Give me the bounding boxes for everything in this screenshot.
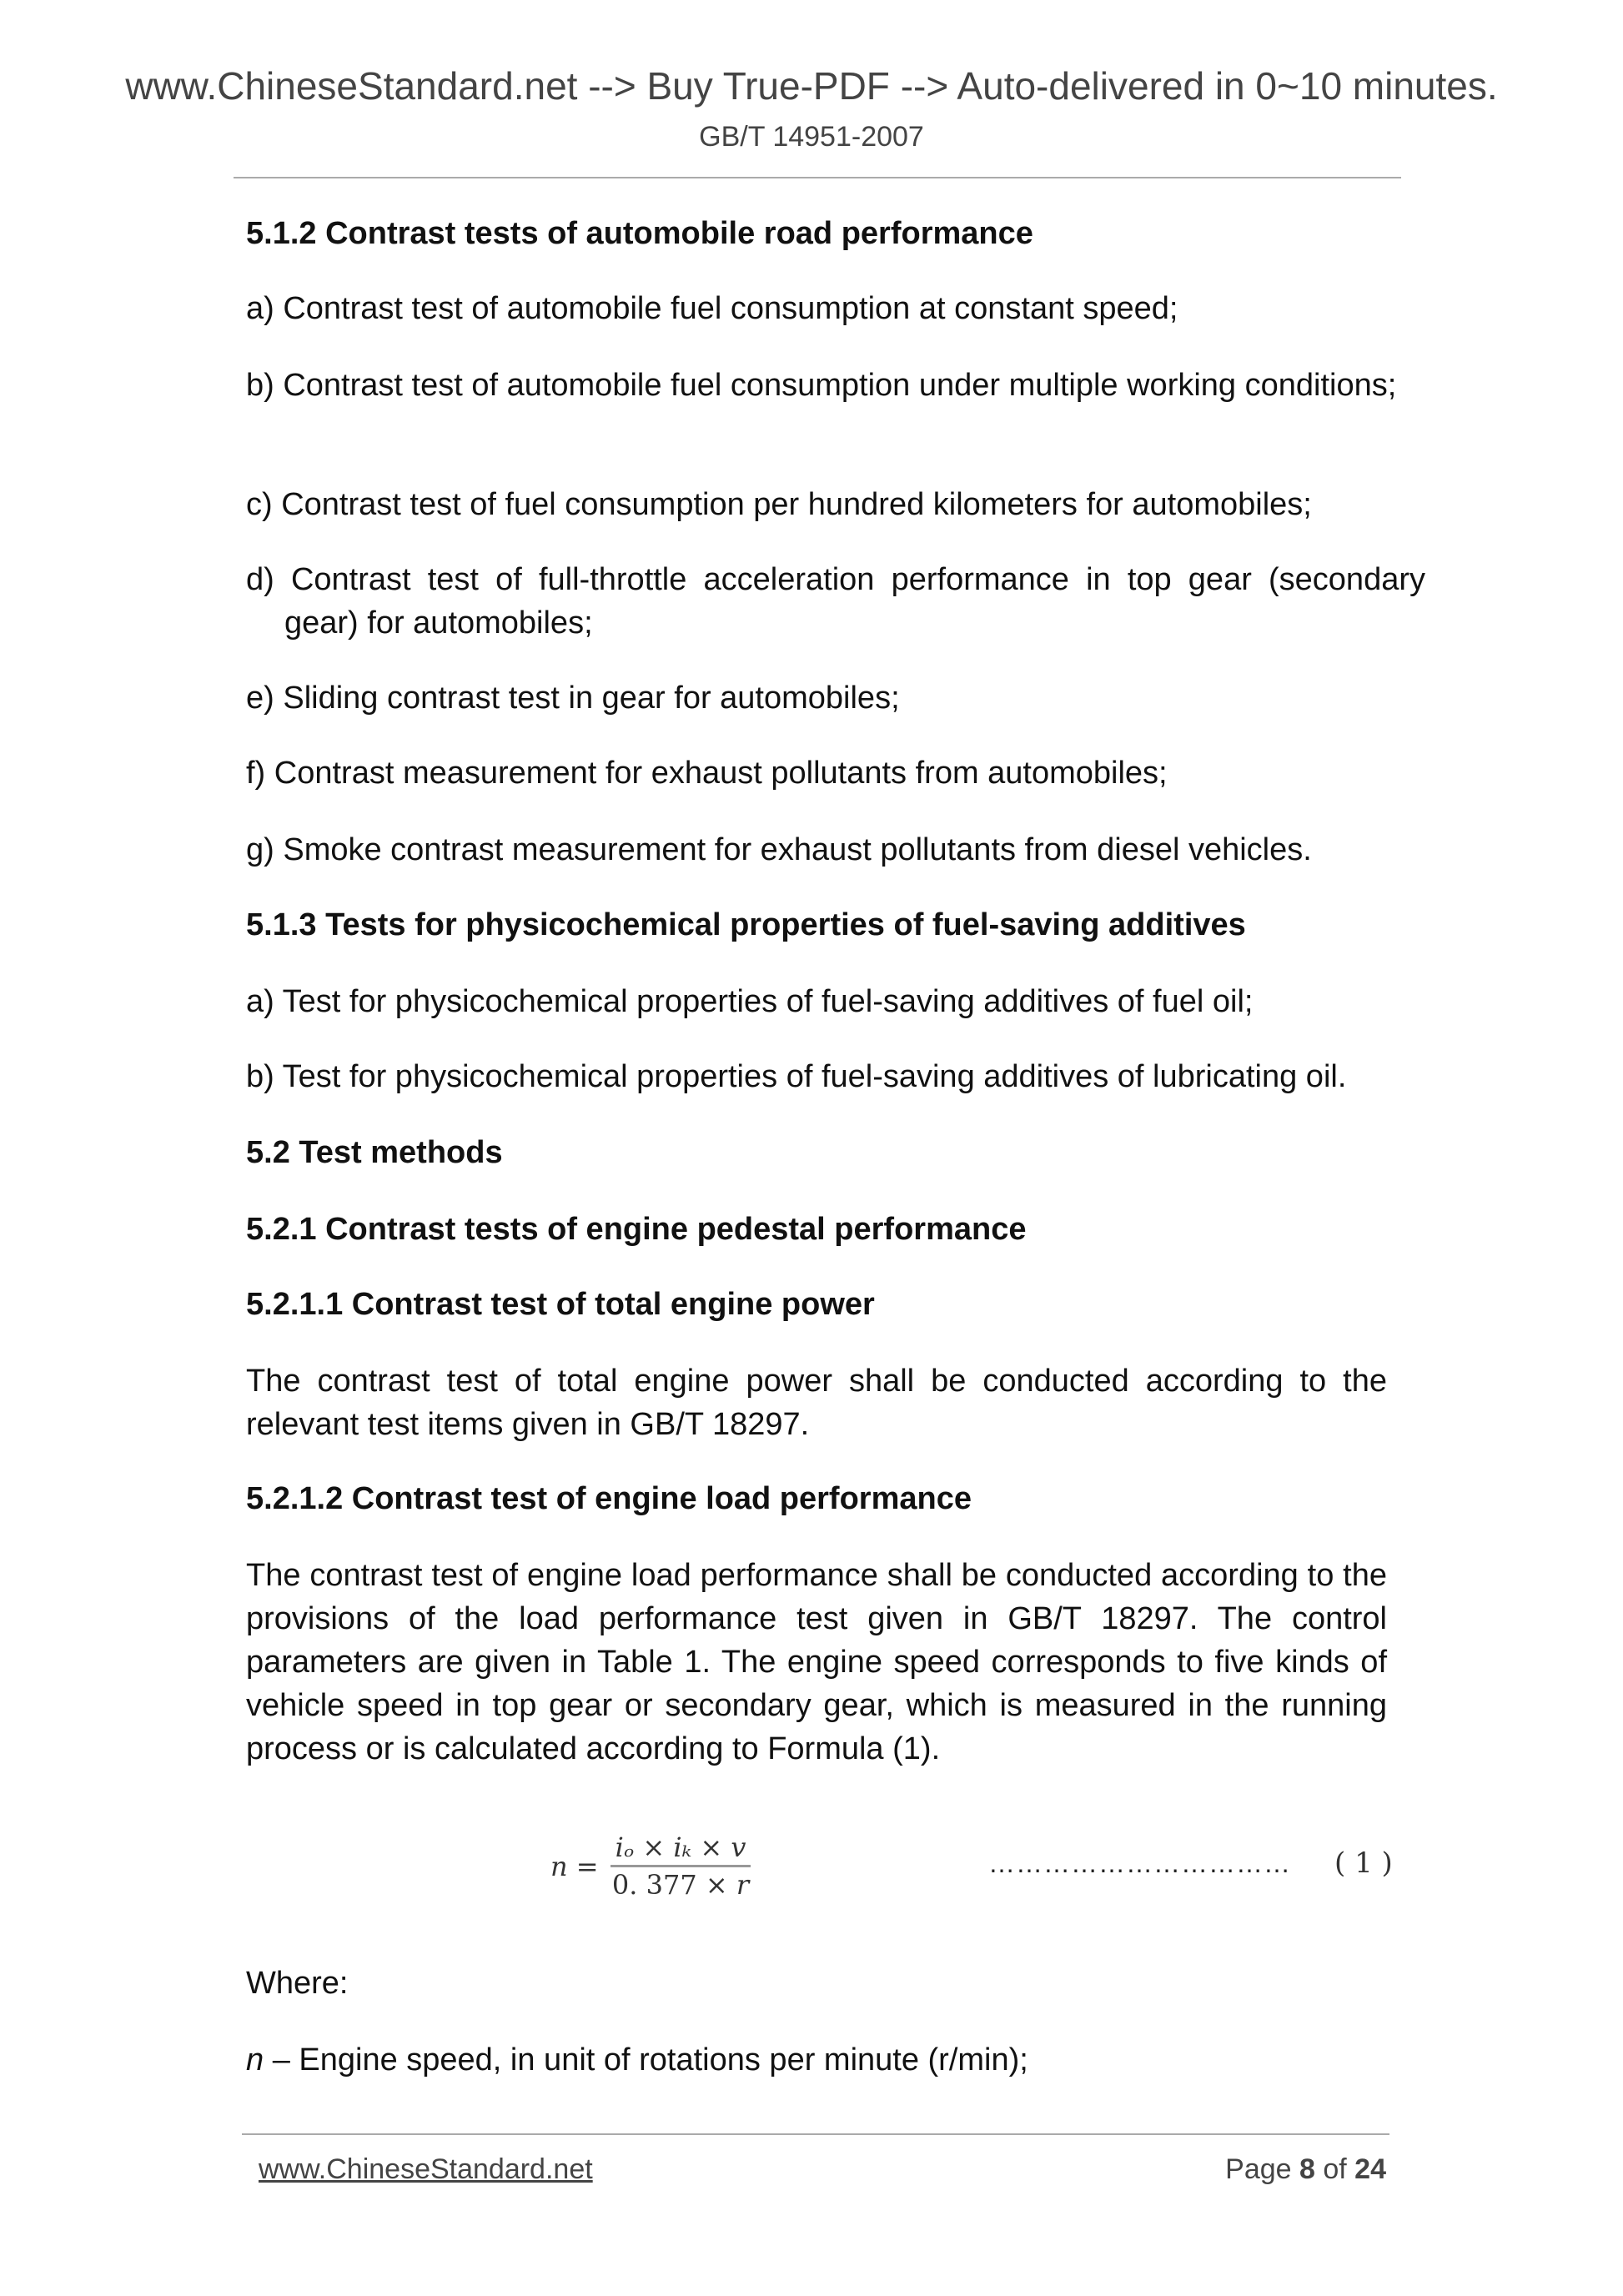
where-label: Where: <box>246 1966 349 2001</box>
denominator-constant: 0. 377 × <box>611 1869 736 1901</box>
heading-5-2-1-1: 5.2.1.1 Contrast test of total engine power <box>246 1287 875 1322</box>
page-number <box>1225 2153 1386 2186</box>
heading-5-1-2: 5.1.2 Contrast tests of automobile road performance <box>246 216 1033 251</box>
formula-fraction <box>611 1831 751 1901</box>
list-item: a) Contrast test of automobile fuel consumption at constant speed; <box>246 291 1178 326</box>
list-item: e) Sliding contrast test in gear for automobiles; <box>246 681 900 716</box>
formula-lhs: n = <box>550 1850 599 1882</box>
header-divider <box>234 177 1401 178</box>
paragraph-5-2-1-2: The contrast test of engine load performance shall be conducted according to the provisions of the load performance test given in GB/T 18297. The control parameters are given in Table 1. The engine speed corresponds to five kinds of vehicle speed in top gear or secondary gear, which is measured in the running process or is calculated according to Formula (1). <box>246 1558 1387 1766</box>
paragraph-5-2-1-1: The contrast test of total engine power shall be conducted according to the relevant test items given in GB/T 18297. <box>246 1364 1387 1442</box>
page-of: of <box>1314 2153 1355 2185</box>
heading-5-1-3: 5.1.3 Tests for physicochemical properties of fuel-saving additives <box>246 907 1246 942</box>
list-item: g) Smoke contrast measurement for exhaust pollutants from diesel vehicles. <box>246 832 1312 867</box>
definition-n-text: – Engine speed, in unit of rotations per minute (r/min); <box>264 2042 1028 2077</box>
list-item: f) Contrast measurement for exhaust pollutants from automobiles; <box>246 756 1168 791</box>
list-item: d) Contrast test of full-throttle acceleration performance in top gear (secondary gear) for automobiles; <box>246 562 1425 641</box>
current-page: 8 <box>1299 2153 1315 2185</box>
formula-leader-dots: …………………………… <box>988 1848 1291 1878</box>
list-item: b) Contrast test of automobile fuel consumption under multiple working conditions; <box>246 368 1397 403</box>
list-item: b) Test for physicochemical properties of fuel-saving additives of lubricating oil. <box>246 1059 1347 1094</box>
header-banner: www.ChineseStandard.net --> Buy True-PDF --> Auto-delivered in 0~10 minutes. <box>125 64 1498 108</box>
footer-divider <box>242 2133 1389 2135</box>
formula-denominator <box>612 1867 749 1901</box>
definition-n <box>246 2038 1387 2082</box>
total-pages: 24 <box>1354 2153 1386 2185</box>
footer-website-link[interactable]: www.ChineseStandard.net <box>259 2153 593 2185</box>
list-item: a) Test for physicochemical properties of fuel-saving additives of fuel oil; <box>246 984 1254 1019</box>
standard-number: GB/T 14951-2007 <box>699 121 924 153</box>
formula-numerator: iₒ × iₖ × v <box>611 1831 751 1867</box>
heading-5-2-1-2: 5.2.1.2 Contrast test of engine load performance <box>246 1481 972 1516</box>
list-item: c) Contrast test of fuel consumption per hundred kilometers for automobiles; <box>246 487 1312 522</box>
heading-5-2-1: 5.2.1 Contrast tests of engine pedestal performance <box>246 1212 1027 1247</box>
formula-1 <box>550 1831 751 1901</box>
denominator-variable: r <box>736 1869 750 1901</box>
page-prefix: Page <box>1225 2153 1299 2185</box>
formula-number: ( 1 ) <box>1334 1846 1393 1880</box>
heading-5-2: 5.2 Test methods <box>246 1135 503 1170</box>
symbol-n: n <box>246 2042 264 2077</box>
